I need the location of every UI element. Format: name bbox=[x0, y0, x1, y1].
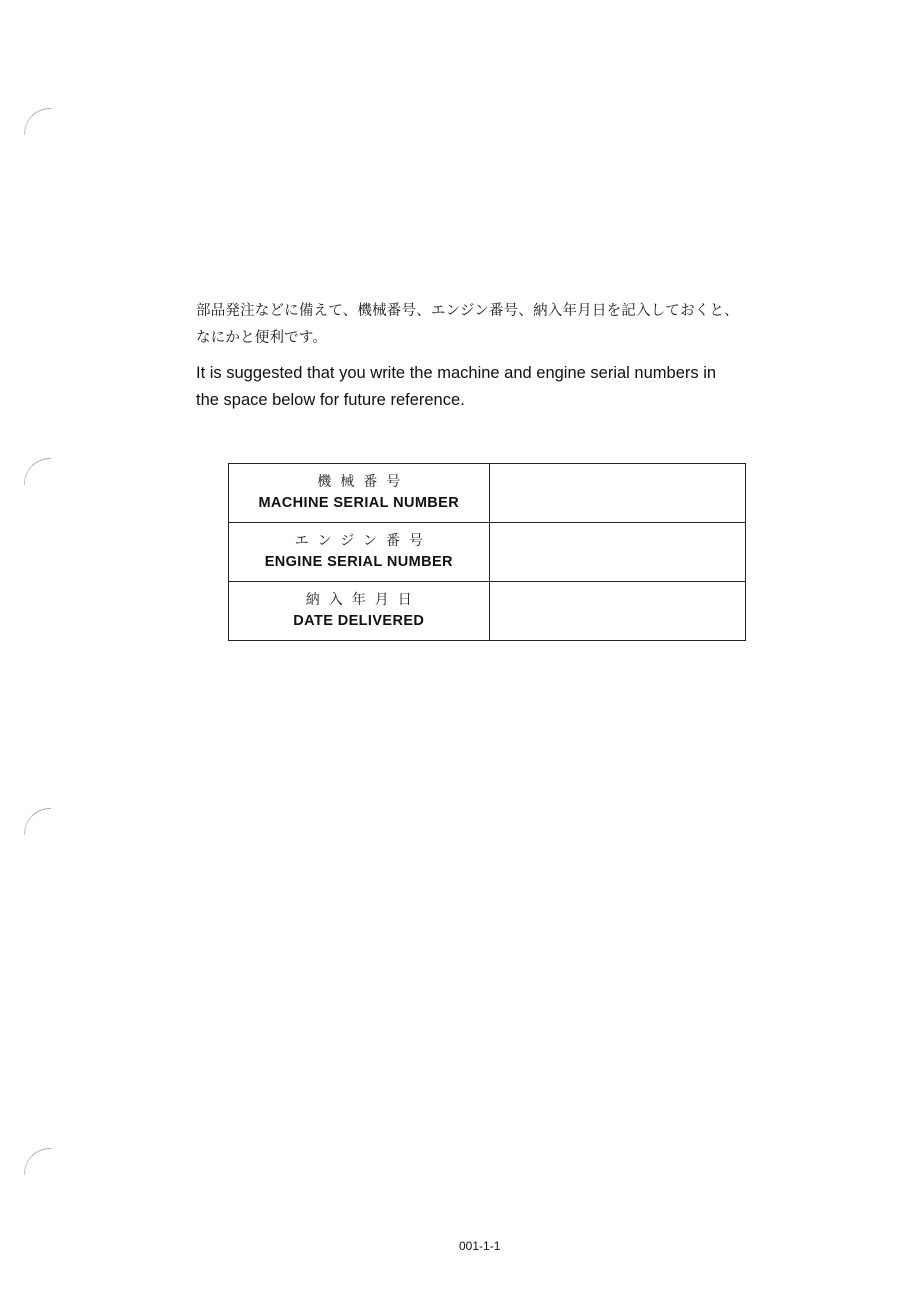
binder-hole-mark bbox=[24, 808, 51, 835]
binder-hole-mark bbox=[24, 108, 51, 135]
label-japanese: 機械番号 bbox=[317, 474, 410, 490]
label-english: MACHINE SERIAL NUMBER bbox=[258, 495, 460, 511]
binder-hole-mark bbox=[24, 458, 51, 485]
label-cell bbox=[229, 464, 490, 523]
table-row-machine-serial bbox=[229, 464, 746, 523]
machine-serial-value-field[interactable] bbox=[489, 464, 745, 523]
page-number: 001-1-1 bbox=[459, 1239, 501, 1253]
label-english: DATE DELIVERED bbox=[293, 613, 425, 629]
label-cell bbox=[229, 582, 490, 641]
label-japanese: エンジン番号 bbox=[294, 533, 432, 549]
english-intro-line: It is suggested that you write the machine and engine serial numbers in bbox=[196, 364, 717, 382]
date-delivered-value-field[interactable] bbox=[489, 582, 745, 641]
label-cell bbox=[229, 523, 490, 582]
label-japanese: 納入年月日 bbox=[305, 592, 421, 608]
table-row-date-delivered bbox=[229, 582, 746, 641]
japanese-intro-line: 部品発注などに備えて、機械番号、エンジン番号、納入年月日を記入しておくと、 bbox=[196, 303, 739, 319]
table-row-engine-serial bbox=[229, 523, 746, 582]
binder-hole-mark bbox=[24, 1148, 51, 1175]
japanese-intro-line: なにかと便利です。 bbox=[196, 330, 328, 346]
japanese-intro-text bbox=[196, 298, 776, 352]
label-english: ENGINE SERIAL NUMBER bbox=[264, 554, 453, 570]
english-intro-line: the space below for future reference. bbox=[196, 391, 465, 409]
engine-serial-value-field[interactable] bbox=[489, 523, 745, 582]
english-intro-text bbox=[196, 360, 776, 414]
serial-number-table bbox=[228, 463, 746, 641]
